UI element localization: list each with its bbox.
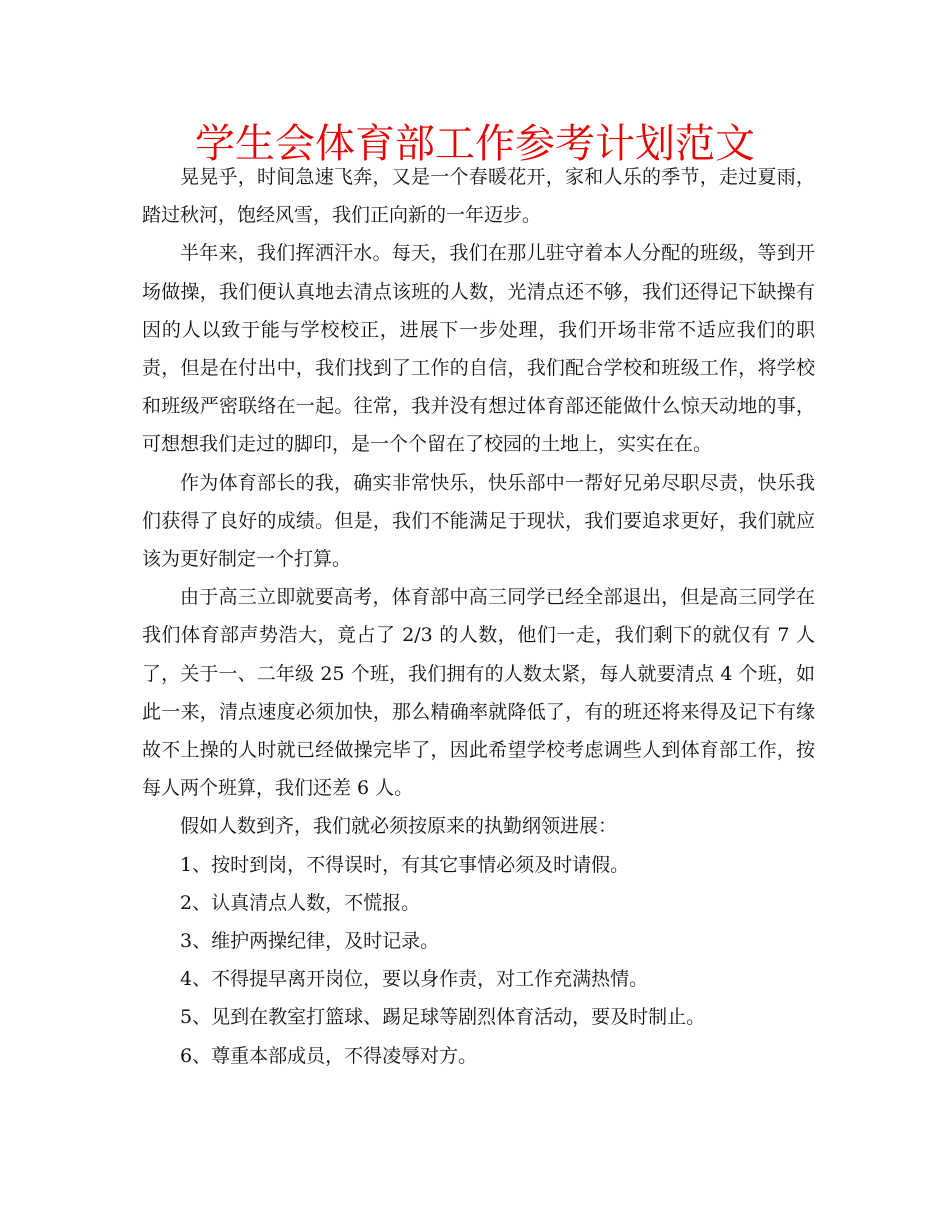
paragraph-intro: 晃晃乎，时间急速飞奔，又是一个春暖花开，家和人乐的季节，走过夏雨，踏过秋河，饱经风雪，我们正向新的一年迈步。 [142,166,815,227]
list-item: 3、维护两操纪律，及时记录。 [180,930,440,953]
document-body [142,158,815,1075]
paragraph-duty-intro: 假如人数到齐，我们就必须按原来的执勤纲领进展： [180,815,618,838]
list-item: 6、尊重本部成员，不得凌辱对方。 [180,1044,478,1067]
list-item: 5、见到在教室打篮球、踢足球等剧烈体育活动，要及时制止。 [180,1006,706,1029]
paragraph-half-year: 半年来，我们挥洒汗水。每天，我们在那儿驻守着本人分配的班级，等到开场做操，我们便认真地去清点该班的人数，光清点还不够，我们还得记下缺操有因的人以致于能与学校校正，进展下一步处理，我们开场非常不适应我们的职责，但是在付出中，我们找到了工作的自信，我们配合学校和班级工作，将学校和班级严密联络在一起。往常，我并没有想过体育部还能做什么惊天动地的事，可想想我们走过的脚印，是一个个留在了校园的土地上，实实在在。 [142,242,815,456]
list-item: 1、按时到岗，不得误时，有其它事情必须及时请假。 [180,853,630,876]
paragraph-minister: 作为体育部长的我，确实非常快乐，快乐部中一帮好兄弟尽职尽责，快乐我们获得了良好的成绩。但是，我们不能满足于现状，我们要追求更好，我们就应该为更好制定一个打算。 [142,471,815,571]
list-item: 2、认真清点人数，不慌报。 [180,891,421,914]
document-title: 学生会体育部工作参考计划范文 [195,121,755,167]
list-item: 4、不得提早离开岗位，要以身作责，对工作充满热情。 [180,968,649,991]
paragraph-staffing: 由于高三立即就要高考，体育部中高三同学已经全部退出，但是高三同学在我们体育部声势浩大，竟占了 2/3 的人数，他们一走，我们剩下的就仅有 7 人了，关于一、二年级 25 个班，我们拥有的人数太紧，每人就要清点 4 个班，如此一来，清点速度必须加快，那么精确率就降低了，有的班还将来得及记下有缘故不上操的人时就已经做操完毕了，因此希望学校考虑调些人到体育部工作，按每人两个班算，我们还差 6 人。 [142,586,815,800]
